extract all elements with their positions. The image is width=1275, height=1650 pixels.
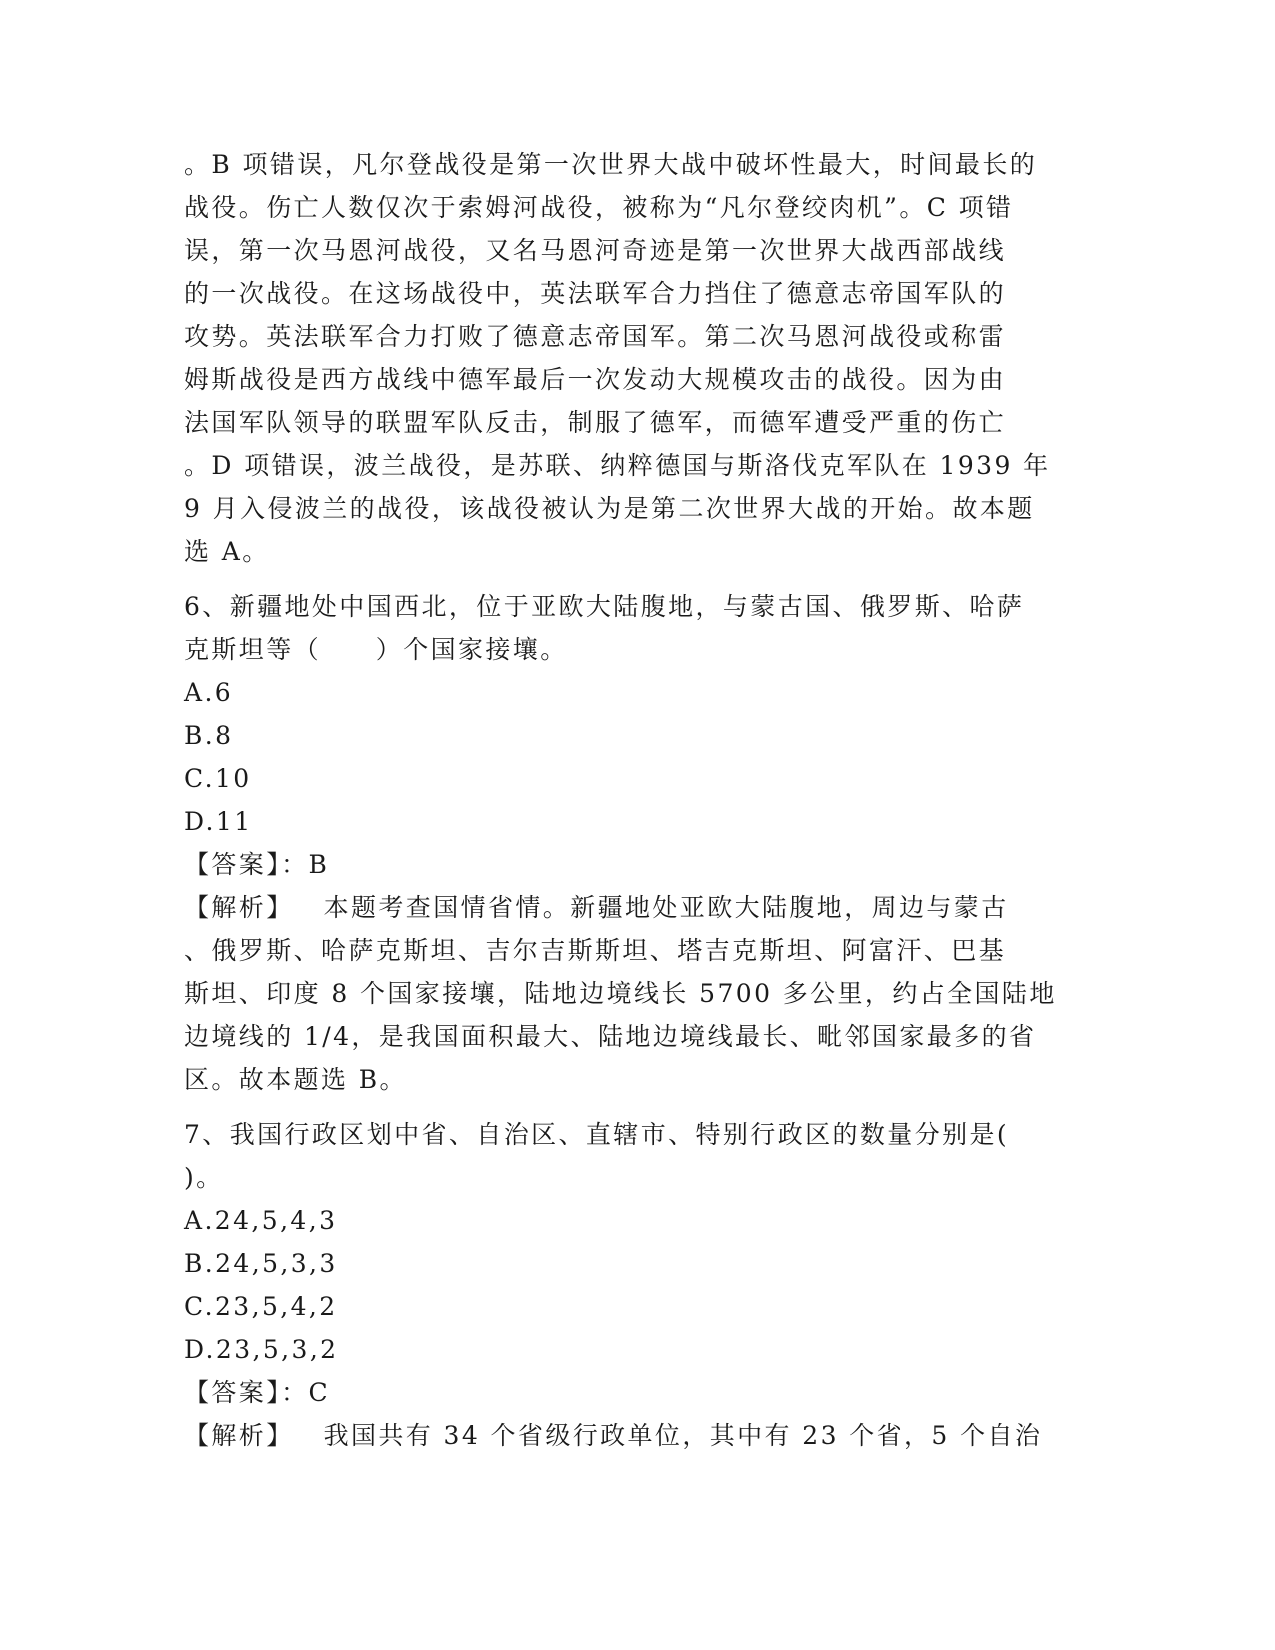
- question-stem-line: 7、我国行政区划中省、自治区、直辖市、特别行政区的数量分别是(: [184, 1120, 1010, 1149]
- analysis-label: 【解析】: [184, 893, 294, 922]
- q5-analysis-continuation: [184, 143, 1084, 573]
- question-7: [184, 1113, 1084, 1457]
- answer-label: 【答案】：: [184, 850, 309, 879]
- option-a: A.6: [184, 678, 234, 707]
- answer-value: B: [308, 850, 330, 879]
- text-line: 法国军队领导的联盟军队反击，制服了德军，而德军遭受严重的伤亡: [184, 408, 1007, 437]
- analysis-line: 边境线的 1/4，是我国面积最大、陆地边境线最长、毗邻国家最多的省: [184, 1022, 1037, 1051]
- text-line: 。D 项错误，波兰战役，是苏联、纳粹德国与斯洛伐克军队在 1939 年: [184, 451, 1051, 480]
- document-page: [184, 143, 1084, 1457]
- text-line: 。B 项错误，凡尔登战役是第一次世界大战中破坏性最大，时间最长的: [184, 150, 1038, 179]
- option-b: B.8: [184, 721, 234, 750]
- text-line: 姆斯战役是西方战线中德军最后一次发动大规模攻击的战役。因为由: [184, 365, 1007, 394]
- answer-line: [184, 843, 1084, 886]
- text-line: 误，第一次马恩河战役，又名马恩河奇迹是第一次世界大战西部战线: [184, 236, 1007, 265]
- option-b: B.24,5,3,3: [184, 1249, 338, 1278]
- analysis-label: 【解析】: [184, 1421, 294, 1450]
- analysis-text: 本题考查国情省情。新疆地处亚欧大陆腹地，周边与蒙古: [323, 893, 1009, 922]
- answer-line: [184, 1371, 1084, 1414]
- text-line: 9 月入侵波兰的战役，该战役被认为是第二次世界大战的开始。故本题: [184, 494, 1035, 523]
- text-line: 选 A。: [184, 537, 270, 566]
- analysis-line: 区。故本题选 B。: [184, 1065, 407, 1094]
- text-line: 的一次战役。在这场战役中，英法联军合力挡住了德意志帝国军队的: [184, 279, 1007, 308]
- analysis-first-line: [184, 886, 1084, 929]
- question-stem-line: )。: [184, 1163, 224, 1192]
- option-d: D.23,5,3,2: [184, 1335, 339, 1364]
- analysis-line: 斯坦、印度 8 个国家接壤，陆地边境线长 5700 多公里，约占全国陆地: [184, 979, 1057, 1008]
- option-c: C.10: [184, 764, 252, 793]
- question-6: [184, 585, 1084, 1101]
- option-d: D.11: [184, 807, 253, 836]
- analysis-first-line: [184, 1414, 1084, 1457]
- text-line: 攻势。英法联军合力打败了德意志帝国军。第二次马恩河战役或称雷: [184, 322, 1007, 351]
- option-a: A.24,5,4,3: [184, 1206, 338, 1235]
- analysis-text: 我国共有 34 个省级行政单位，其中有 23 个省，5 个自治: [323, 1421, 1043, 1450]
- answer-label: 【答案】：: [184, 1378, 309, 1407]
- answer-value: C: [308, 1378, 331, 1407]
- option-c: C.23,5,4,2: [184, 1292, 338, 1321]
- question-stem-line: 克斯坦等（ ）个国家接壤。: [184, 635, 568, 664]
- analysis-line: 、俄罗斯、哈萨克斯坦、吉尔吉斯斯坦、塔吉克斯坦、阿富汗、巴基: [184, 936, 1007, 965]
- text-line: 战役。伤亡人数仅次于索姆河战役，被称为“凡尔登绞肉机”。C 项错: [184, 193, 1014, 222]
- question-stem-line: 6、新疆地处中国西北，位于亚欧大陆腹地，与蒙古国、俄罗斯、哈萨: [184, 592, 1025, 621]
